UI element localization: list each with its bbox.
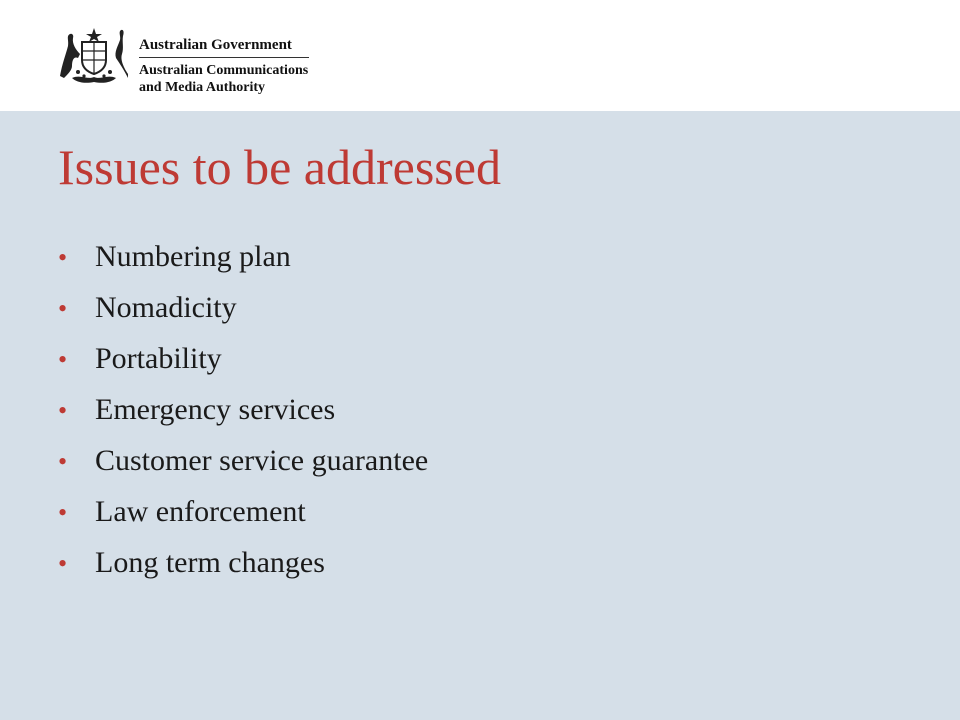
bullet-marker: •	[58, 498, 68, 527]
bullet-list	[58, 239, 428, 596]
bullet-marker: •	[58, 549, 68, 578]
agency-name-line-1: Australian Communications	[139, 63, 309, 78]
branding-divider	[139, 57, 309, 58]
bullet-item	[58, 443, 428, 494]
bullet-item	[58, 290, 428, 341]
bullet-text: Law enforcement	[95, 495, 306, 528]
bullet-text: Numbering plan	[95, 240, 291, 273]
bullet-marker: •	[58, 396, 68, 425]
bullet-marker: •	[58, 345, 68, 374]
bullet-text: Nomadicity	[95, 291, 237, 324]
bullet-text: Emergency services	[95, 393, 336, 426]
bullet-item	[58, 392, 428, 443]
bullet-item	[58, 341, 428, 392]
bullet-text: Customer service guarantee	[95, 444, 429, 477]
bullet-text: Portability	[95, 342, 222, 375]
bullet-item	[58, 545, 428, 596]
bullet-marker: •	[58, 294, 68, 323]
bullet-item	[58, 239, 428, 290]
slide-title: Issues to be addressed	[58, 139, 501, 195]
bullet-item	[58, 494, 428, 545]
bullet-marker: •	[58, 447, 68, 476]
bullet-marker: •	[58, 243, 68, 272]
government-name: Australian Government	[139, 37, 292, 53]
coat-of-arms-icon	[54, 24, 134, 86]
bullet-text: Long term changes	[95, 546, 325, 579]
agency-branding	[139, 36, 309, 96]
slide-body	[0, 111, 960, 720]
agency-name-line-2: and Media Authority	[139, 80, 266, 95]
header-bar	[0, 0, 960, 111]
